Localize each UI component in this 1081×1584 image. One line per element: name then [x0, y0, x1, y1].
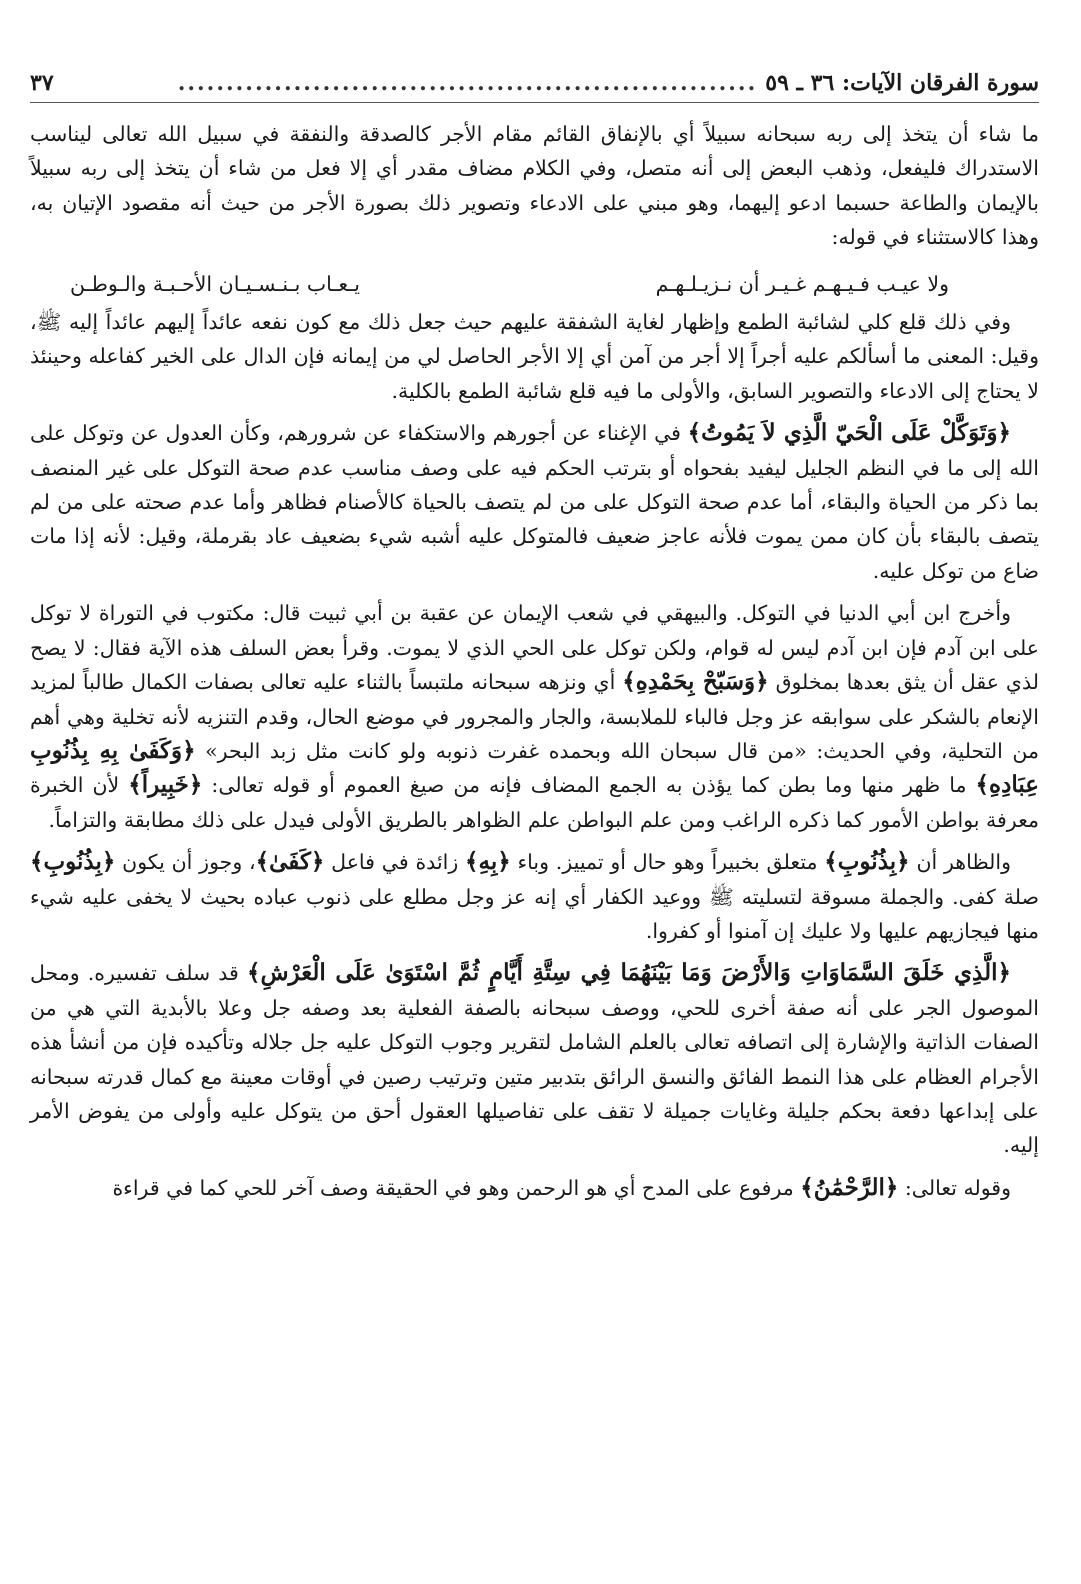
running-title: سورة الفرقان الآيات: ٣٦ ـ ٥٩	[765, 70, 1039, 96]
paragraph-3	[30, 416, 1039, 588]
paragraph-4	[30, 596, 1039, 837]
paragraph-6	[30, 956, 1039, 1162]
quran-quote: ﴿بِذُنُوبِ﴾	[30, 848, 116, 876]
paragraph-5	[30, 845, 1039, 948]
paragraph-text: ، وجوز أن يكون	[115, 850, 256, 875]
quran-quote: ﴿بِذُنُوبِ﴾	[824, 848, 910, 876]
quran-quote: ﴿وَتَوَكَّلْ عَلَى الْحَيّ الَّذِي لاَ يَمُوتُ﴾	[687, 419, 1011, 447]
paragraph-text: وقوله تعالى:	[898, 1175, 1011, 1200]
quran-quote: ﴿وَسَبّحْ بِحَمْدِهِ﴾	[622, 668, 769, 696]
paragraph-text: قد سلف تفسيره. ومحل الموصول الجر على أنه صفة أخرى للحي، ووصف سبحانه بالصفة الفعلية بعد وصفه جل وعلا بالأبدية التي هي من الصفات الذاتية والإشارة إلى اتصافه تعالى بالعلم الشامل لتقرير وجوب التوكل عليه جل جلاله وتأكيده فإن من أنشأ هذه الأجرام العظام على هذا النمط الفائق والنسق الرائق بتدبير متين وترتيب رصين في أوقات معينة مع كمال قدرته سبحانه على إبداعها دفعة بحكم جليلة وغايات جميلة لا تقف على تفاصيلها العقول أحق من يتوكل عليه وأولى من يفوض الأمر إليه.	[30, 961, 1039, 1158]
poetry-verse	[30, 263, 1039, 305]
paragraph-text: والظاهر أن	[909, 850, 1012, 875]
paragraph-text: صلة كفى. والجملة مسوقة لتسليته ﷺ ووعيد الكفار أي إنه عز وجل مطلع على ذنوب عباده بحيث لا يخفى عليه شيء منها فيجازيهم عليها ولا عليك إن آمنوا أو كفروا.	[30, 884, 1039, 943]
leader-dots: ............................................................	[177, 70, 758, 96]
paragraph-text: مرفوع على المدح أي هو الرحمن وهو في الحقيقة وصف آخر للحي كما في قراءة	[112, 1175, 801, 1200]
paragraph-text: متعلق بخبيراً وهو حال أو تمييز. وباء	[510, 850, 825, 875]
page-header	[30, 70, 1039, 103]
paragraph-7	[30, 1171, 1039, 1205]
paragraph-text: وأخرج ابن أبي الدنيا في التوكل. والبيهقي في شعب الإيمان عن عقبة بن أبي ثبيت قال: مكتوب في التوراة لا توكل على ابن آدم فإن ابن آدم ليس له قوام، ولكن توكل على الحي الذي لا يموت. وقرأ بعض السلف هذه الآية فقال: لا يصح لذي عقل أن يثق بعدها بمخلوق	[30, 601, 1039, 695]
quran-quote: ﴿الَّذِي خَلَقَ السَّمَاوَاتِ وَالأَرْضَ وَمَا بَيْنَهُمَا فِي سِتَّةِ أَيَّامٍ ثُمَّ اسْتَوَىٰ عَلَى الْعَرْشِ﴾	[246, 959, 1011, 987]
verse-first-half: ولا عيـب فـيـهـم غـيـر أن نـزيـلـهـم	[655, 271, 949, 296]
paragraph-1	[30, 117, 1039, 255]
quran-quote: ﴿خَبِيراً﴾	[128, 771, 203, 799]
paragraph-text: ما ظهر منها وما بطن كما يؤذن به الجمع المضاف فإنه من صيغ العموم أو قوله تعالى:	[202, 773, 976, 798]
paragraph-text: لأن الخبرة معرفة بواطن الأمور كما ذكره الراغب ومن علم البواطن علم الظواهر بالطريق الأولى فيدل على ذلك مطابقة والتزاماً.	[30, 773, 1039, 832]
paragraph-text: في الإغناء عن أجورهم والاستكفاء عن شرورهم، وكأن العدول عن وتوكل على الله إلى ما في النظم الجليل ليفيد بفحواه أو بترتب الحكم فيه على وصف مناسب عدم صحة التوكل على غير المنصف بما ذكر من الحياة والبقاء، أما عدم صحة التوكل على من لم يتصف بالحياة كالأصنام فظاهر وأما عدم صحته على من لم يتصف بالبقاء بأن كان ممن يموت فلأنه عاجز ضعيف فالمتوكل عليه أشبه شيء بضعيف عاد بقرملة، وقيل: لأنه إذا مات ضاع من توكل عليه.	[30, 421, 1039, 583]
quran-quote: ﴿بِهِ﴾	[465, 848, 511, 876]
verse-second-half: يـعـاب بـنـسـيـان الأحـبـة والـوطـن	[70, 271, 361, 296]
paragraph-2	[30, 305, 1039, 408]
paragraph-text: زائدة في فاعل	[324, 850, 466, 875]
quran-quote: ﴿كَفَىٰ﴾	[255, 848, 325, 876]
paragraph-text: ما شاء أن يتخذ إلى ربه سبحانه سبيلاً أي بالإنفاق القائم مقام الأجر كالصدقة والنفقة في سبيل الله تعالى ليناسب الاستدراك فليفعل، وذهب البعض إلى أنه متصل، وفي الكلام مضاف مقدر أي إلا فعل من شاء أن يتخذ إلى ربه سبيلاً بالإيمان والطاعة حسبما ادعو إليهما، وهو مبني على الادعاء وتصوير ذلك بصورة الأجر من حيث أنه مقصود الإتيان به، وهذا كالاستثناء في قوله:	[30, 122, 1039, 250]
quran-quote: ﴿الرَّحْمَٰنُ﴾	[800, 1173, 899, 1201]
page-number: ٣٧	[30, 70, 54, 96]
paragraph-text: وفي ذلك قلع كلي لشائبة الطمع وإظهار لغاية الشفقة عليهم حيث جعل ذلك مع كون نفعه عائداً إليهم عائداً إليه ﷺ، وقيل: المعنى ما أسألكم عليه أجراً إلا أجر من آمن أي إلا الأجر الحاصل لي من إيمانه فإن الدال على الخير كفاعله وحينئذ لا يحتاج إلى الادعاء والتصوير السابق، والأولى ما فيه قلع شائبة الطمع بالكلية.	[30, 310, 1039, 403]
paragraph-text: أي ونزهه سبحانه ملتبساً بالثناء عليه تعالى بصفات الكمال طالباً لمزيد الإنعام بالشكر على سوابقه عز وجل فالباء للملابسة، والجار والمجرور في موضع الحال، وقدم التنزيه لأنه تخلية وهي أهم من التحلية، وفي الحديث: «من قال سبحان الله وبحمده غفرت ذنوبه ولو كانت مثل زبد البحر»	[30, 670, 1039, 763]
quran-quote: ﴿وَكَفَىٰ بِهِ بِذُنُوبِ عِبَادِهِ﴾	[30, 736, 1039, 799]
